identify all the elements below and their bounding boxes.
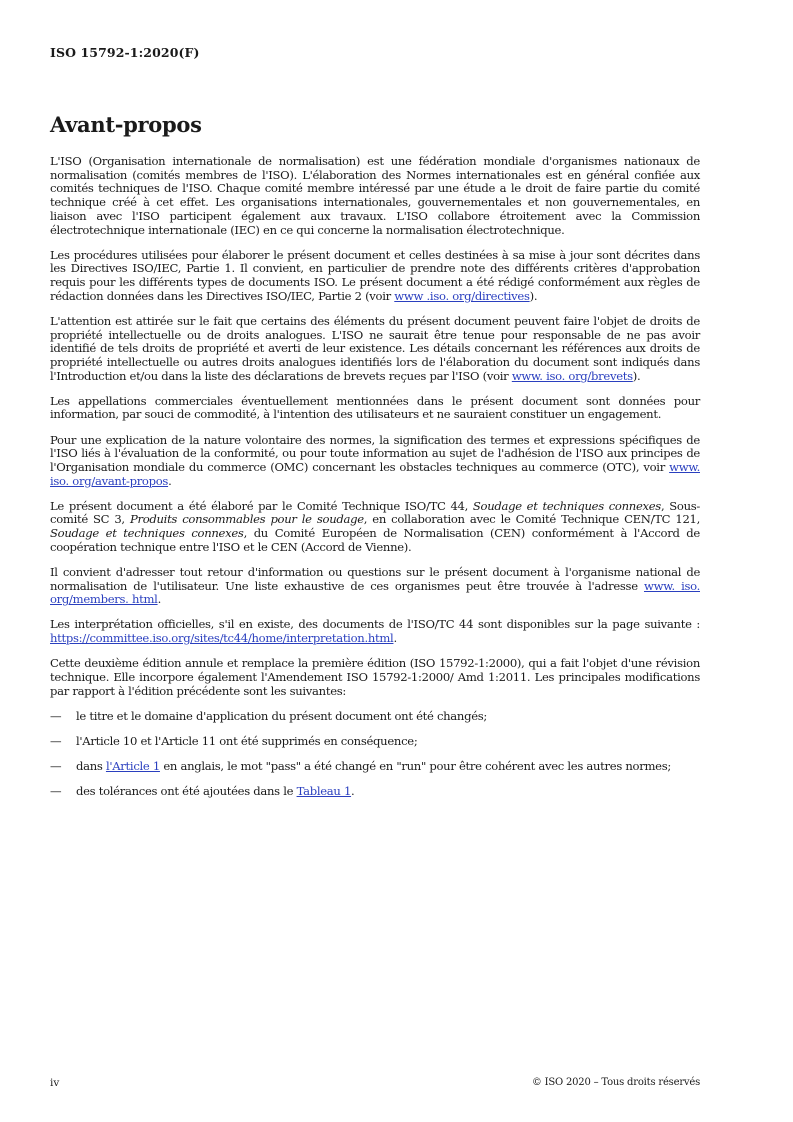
list-item: — des tolérances ont été ajoutées dans le Tableau 1. (50, 784, 355, 798)
list-item: — dans l'Article 1 en anglais, le mot "pass" a été changé en "run" pour être cohérent avec les autres normes; (50, 758, 671, 773)
paragraph-voluntary-nature: Pour une explication de la nature volontaire des normes, la signification des termes et expressions spécifiques de l'ISO liés à l'évaluation de la conformité, ou pour toute information au sujet de l'adhésion de l'ISO aux principes de l'Organisation mondiale du commerce (OMC) concernant les obstacles techniques au commerce (OTC), voir www. iso. org/avant-propos. (50, 432, 700, 488)
paragraph-patents: L'attention est attirée sur le fait que certains des éléments du présent document peuvent faire l'objet de droits de propriété intellectuelle ou de droits analogues. L'ISO ne saurait être tenue pour responsable de ne pas avoir identifié de tels droits de propriété et averti de leur existence. Les détails concernant les références aux droits de propriété intellectuelle ou autres droits analogues identifiés lors de l'élaboration du document sont indiqués dans l'Introduction et/ou dans la liste des déclarations de brevets reçues par l'ISO (voir www. iso. org/brevets). (50, 313, 700, 383)
page-title: Avant-propos (50, 112, 202, 137)
dash-bullet: — (50, 733, 62, 748)
paragraph-procedures: Les procédures utilisées pour élaborer le présent document et celles destinées à sa mise à jour sont décrites dans les Directives ISO/IEC, Partie 1. Il convient, en particulier de prendre note des différents critères d'approbation requis pour les différents types de documents ISO. Le présent document a été rédigé conformément aux règles de rédaction données dans les Directives ISO/IEC, Partie 2 (voir www .iso. org/directives). (50, 247, 700, 303)
dash-bullet: — (50, 758, 62, 773)
dash-bullet: — (50, 784, 62, 798)
link-article-1[interactable]: l'Article 1 (105, 758, 160, 773)
link-members[interactable]: www. iso. org/members. html (50, 578, 700, 607)
paragraph-interpretations: Les interprétation officielles, s'il en existe, des documents de l'ISO/TC 44 sont disponibles sur la page suivante : https://committee.iso.org/sites/tc44/home/interpretation.html. (50, 617, 700, 646)
link-table-1[interactable]: Tableau 1 (296, 784, 352, 798)
link-interpretation[interactable]: https://committee.iso.org/sites/tc44/home/interpretation.html (50, 631, 394, 646)
link-foreword[interactable]: www. iso. org/avant-propos (50, 459, 700, 488)
link-patents[interactable]: www. iso. org/brevets (511, 368, 633, 383)
foreword-body (50, 155, 700, 810)
paragraph-committee: Le présent document a été élaboré par le Comité Technique ISO/TC 44, Soudage et techniques connexes, Sous-comité SC 3, Produits consommables pour le soudage, en collaboration avec le Comité Technique CEN/TC 121, Soudage et techniques connexes, du Comité Européen de Normalisation (CEN) conformément à l'Accord de coopération technique entre l'ISO et le CEN (Accord de Vienne). (50, 498, 700, 554)
paragraph-edition: Cette deuxième édition annule et remplace la première édition (ISO 15792-1:2000), qui a fait l'objet d'une révision technique. Elle incorpore également l'Amendement ISO 15792-1:2000/ Amd 1:2011. Les principales modifications par rapport à l'édition précédente sont les suivantes: (50, 656, 700, 698)
link-directives[interactable]: www .iso. org/directives (394, 288, 530, 303)
paragraph-feedback: Il convient d'adresser tout retour d'information ou questions sur le présent document à l'organisme national de normalisation de l'utilisateur. Une liste exhaustive de ces organismes peut être trouvée à l'adresse www. iso. org/members. html. (50, 564, 700, 607)
document-identifier: ISO 15792-1:2020(F) (50, 45, 200, 60)
list-item: — le titre et le domaine d'application du présent document ont été changés; (50, 708, 488, 723)
paragraph-iso-intro: L'ISO (Organisation internationale de normalisation) est une fédération mondiale d'organismes nationaux de normalisation (comités membres de l'ISO). L'élaboration des Normes internationales est en général confiée aux comités techniques de l'ISO. Chaque comité membre intéressé par une étude a le droit de faire partie du comité technique créé à cet effet. Les organisations internationales, gouvernementales et non gouvernementales, en liaison avec l'ISO participent également aux travaux. L'ISO collabore étroitement avec la Commission électrotechnique internationale (IEC) en ce qui concerne la normalisation électrotechnique. (50, 154, 700, 237)
dash-bullet: — (50, 708, 62, 723)
copyright-notice: © ISO 2020 – Tous droits réservés (531, 1077, 700, 1088)
page-number: iv (50, 1077, 60, 1089)
list-item: — l'Article 10 et l'Article 11 ont été supprimés en conséquence; (50, 733, 418, 748)
paragraph-trade-names: Les appellations commerciales éventuellement mentionnées dans le présent document sont données pour information, par souci de commodité, à l'intention des utilisateurs et ne sauraient constituer un engagement. (50, 393, 700, 422)
